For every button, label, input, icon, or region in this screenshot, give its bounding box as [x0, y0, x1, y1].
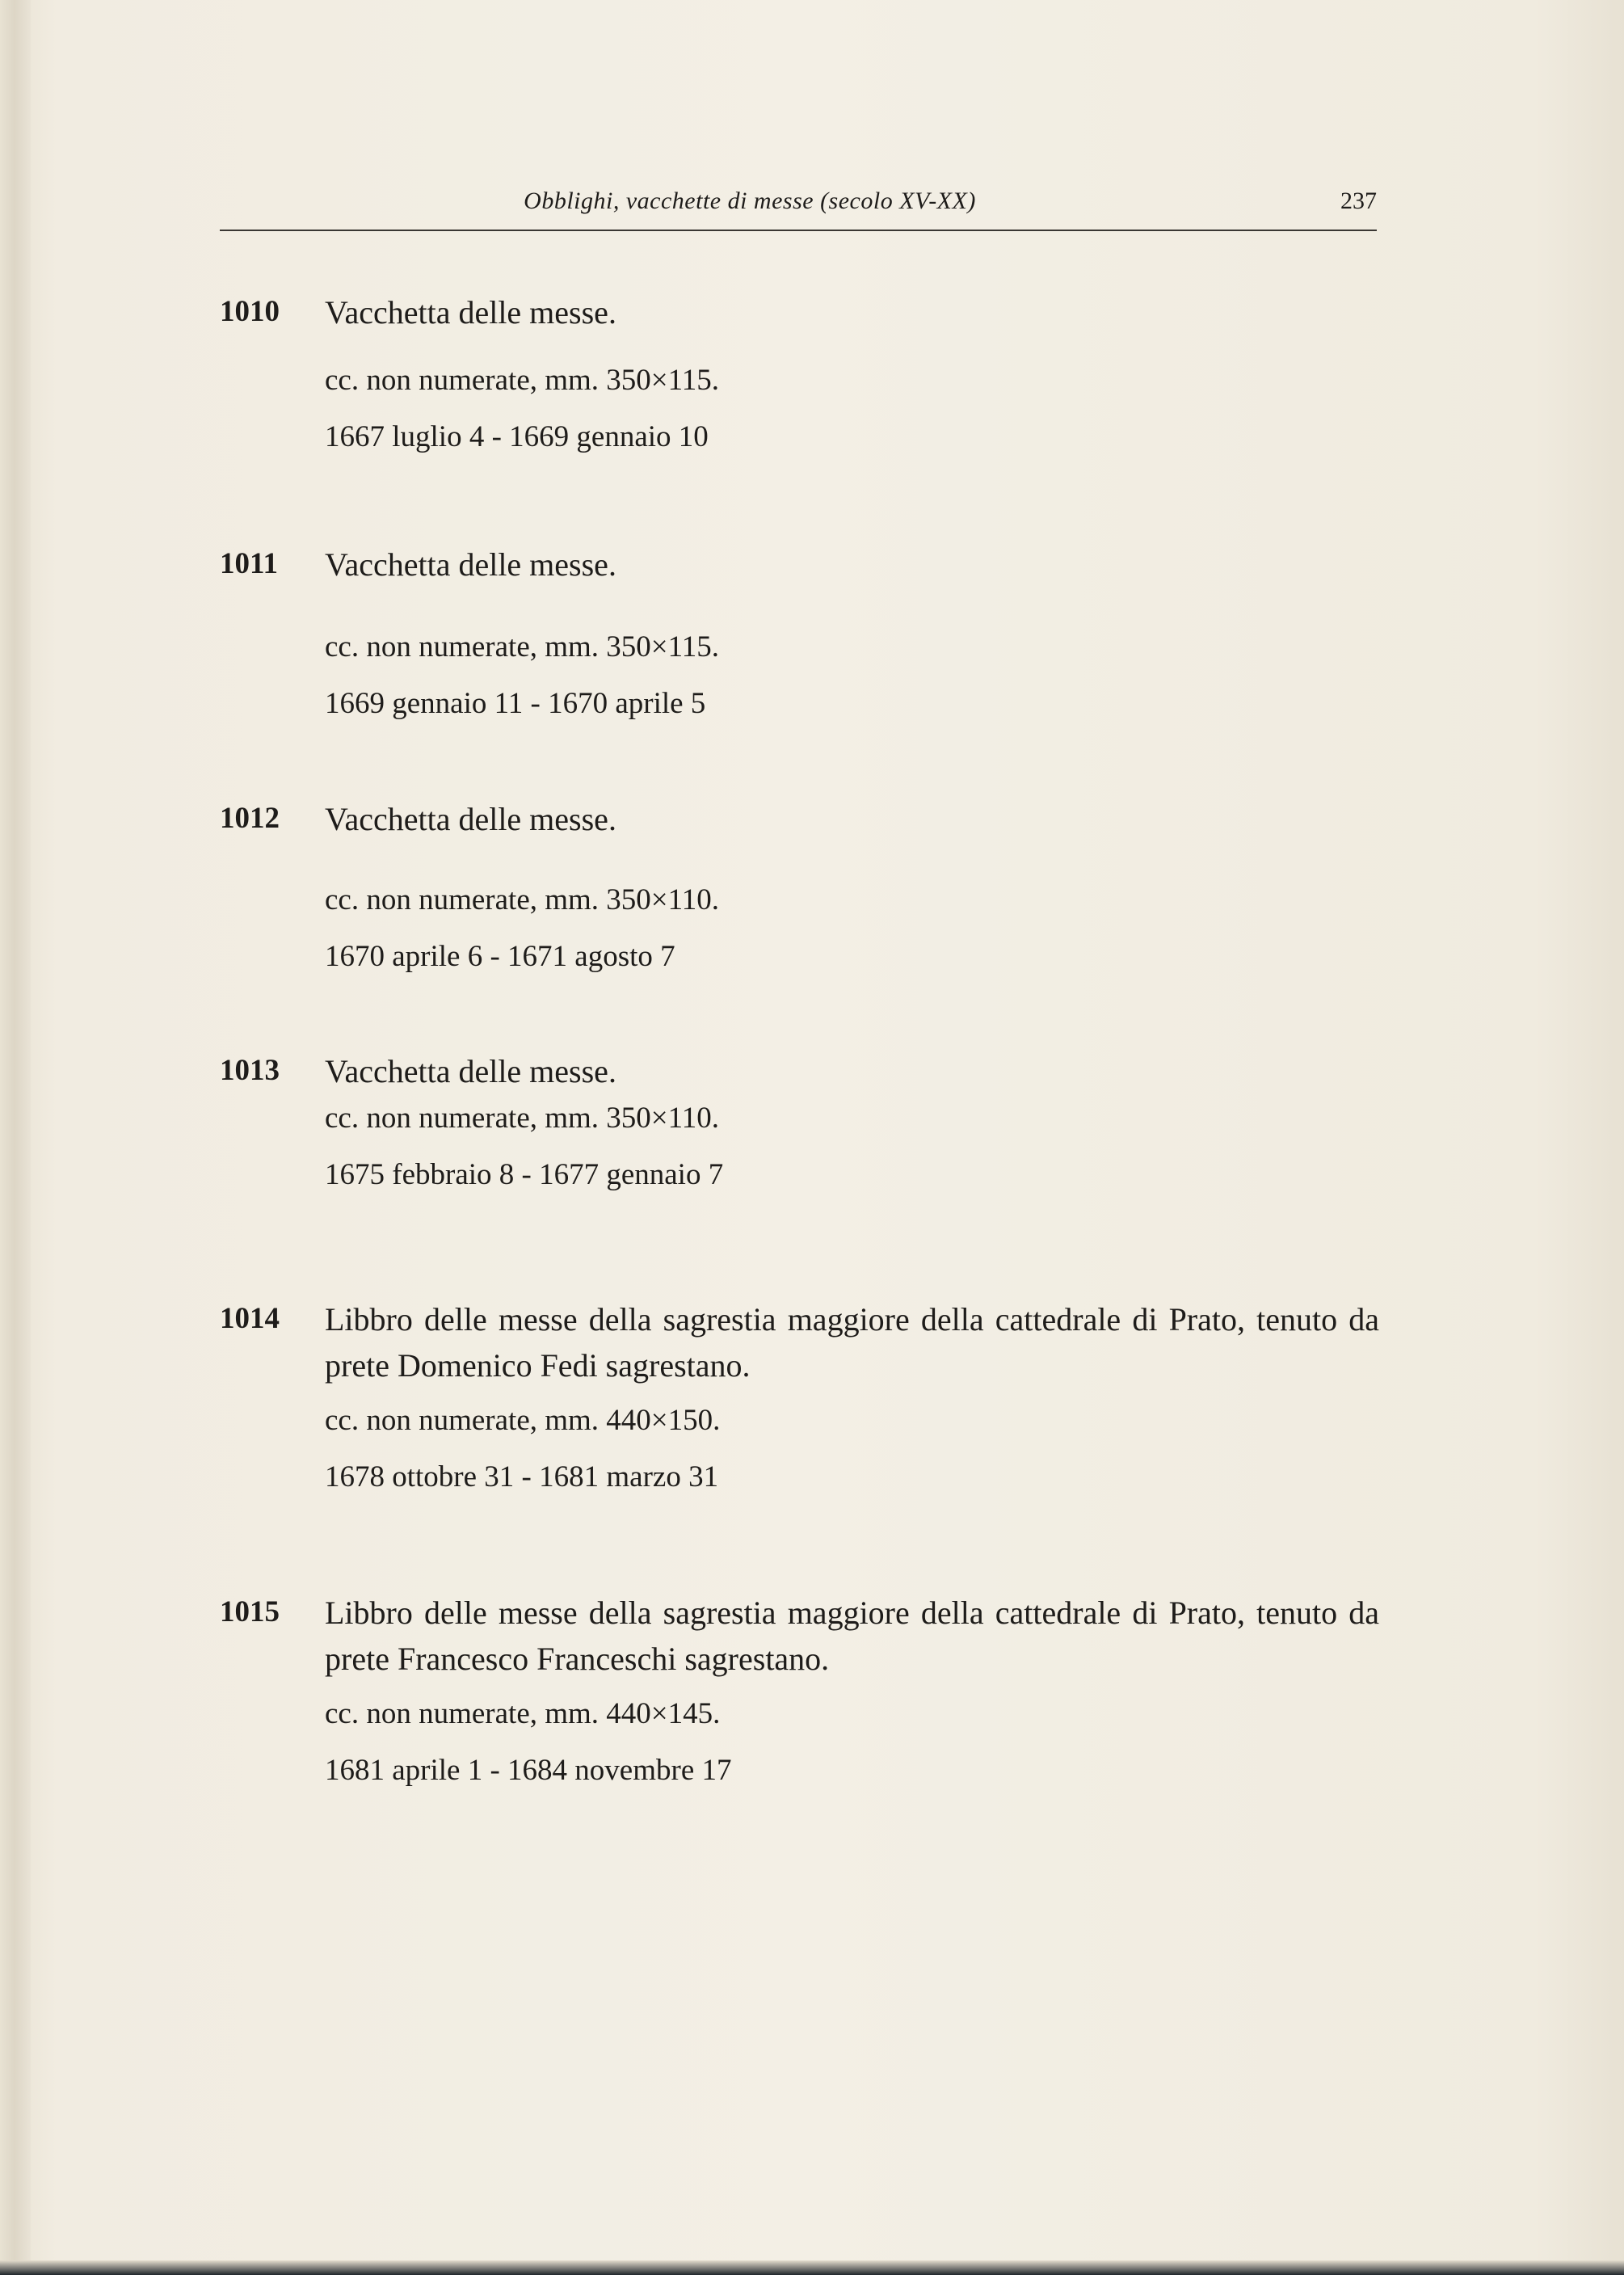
entry-title: Vacchetta delle messe.	[325, 1053, 616, 1089]
page-gutter	[0, 0, 31, 2275]
entry-number: 1014	[220, 1302, 280, 1335]
page-number: 237	[1340, 187, 1377, 214]
entry-title: Vacchetta delle messe.	[325, 546, 616, 583]
entry-title: Libbro delle messe della sagrestia maggiore della cattedrale di Prato, tenuto da prete Domenico Fedi sagrestano.	[325, 1301, 1379, 1384]
entry-body	[325, 1590, 1379, 1788]
entry-dates: 1667 luglio 4 - 1669 gennaio 10	[325, 420, 709, 453]
header-rule	[220, 230, 1377, 231]
entry-extent: cc. non numerate, mm. 350×115.	[325, 630, 720, 664]
entry-number: 1011	[220, 547, 278, 580]
entry-extent: cc. non numerate, mm. 350×115.	[325, 364, 720, 397]
entry-body	[325, 541, 1379, 722]
entry-title: Libbro delle messe della sagrestia maggiore della cattedrale di Prato, tenuto da prete Francesco Franceschi sagrestano.	[325, 1595, 1379, 1677]
entry-body	[325, 1048, 1379, 1193]
running-header	[220, 187, 1377, 226]
scan-bottom-edge	[0, 2260, 1624, 2275]
entry-number: 1015	[220, 1595, 280, 1628]
entry-number: 1010	[220, 295, 280, 328]
entry-dates: 1669 gennaio 11 - 1670 aprile 5	[325, 687, 706, 720]
entry-extent: cc. non numerate, mm. 350×110.	[325, 883, 720, 916]
entry-extent: cc. non numerate, mm. 350×110.	[325, 1102, 720, 1135]
entry-dates: 1678 ottobre 31 - 1681 marzo 31	[325, 1460, 719, 1493]
entry-extent: cc. non numerate, mm. 440×145.	[325, 1697, 721, 1730]
entry-title: Vacchetta delle messe.	[325, 294, 616, 331]
entry-dates: 1681 aprile 1 - 1684 novembre 17	[325, 1754, 732, 1787]
entry-body	[325, 1296, 1379, 1495]
running-title: Obblighi, vacchette di messe (secolo XV-XX)	[524, 187, 976, 214]
entry-dates: 1675 febbraio 8 - 1677 gennaio 7	[325, 1158, 724, 1191]
entry-extent: cc. non numerate, mm. 440×150.	[325, 1404, 721, 1437]
entry-body	[325, 796, 1379, 975]
entry-number: 1012	[220, 802, 280, 835]
entry-body	[325, 289, 1379, 455]
entry-number: 1013	[220, 1054, 280, 1087]
entry-dates: 1670 aprile 6 - 1671 agosto 7	[325, 940, 675, 973]
entry-title: Vacchetta delle messe.	[325, 801, 616, 837]
